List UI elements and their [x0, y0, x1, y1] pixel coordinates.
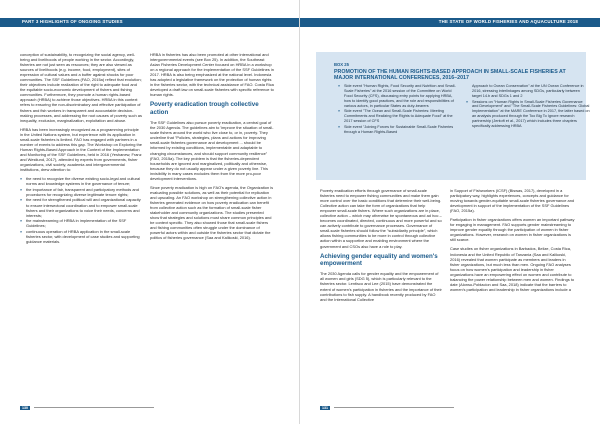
- list-item: » Side event "Human Rights, Food Security and Nutrition and Small-Scale Fisheries" at the 2016 session of the Committee on World Food Security (CFS), discussing entry points for applying HRBA, how to identify good practices, and the role and responsibilities of various actors, in particular States as duty-bearers: [338, 84, 456, 109]
- section-heading: Achieving gender equality and women's empowerment: [320, 252, 438, 267]
- running-header: PART 3 HIGHLIGHTS OF ONGOING STUDIES: [22, 19, 123, 24]
- bullet-list: [20, 176, 142, 244]
- right-column-2: [450, 188, 576, 296]
- box-column-1: [338, 84, 456, 135]
- page-footer: [320, 406, 332, 410]
- list-item: » Sessions on "Human Rights in Small-Scale Fisheries Governance and Development" and "The Small-Scale Fisheries Guidelines: Global Implementation" at the MARE Conference in 2017, the latter based on an analysis produced through the Too Big To Ignore research partnership (Jentoft et al., 2017) which includes three chapters specifically addressing HRBA: [466, 100, 590, 129]
- paragraph: Participation in fisher organizations offers women an important pathway for engaging in management. FAO supports gender mainstreaming to improve gender equality through the participation of women in fisher organizations. However, research on women in fisher organizations is still scarce.: [450, 217, 575, 243]
- bullet-list: [338, 84, 456, 135]
- paragraph: Since poverty eradication is high on FAO's agenda, the Organization is evaluating possible solutions, as well as their potential for replication and upscaling. An FAO workshop on strengthening collective action in fisheries generated evidence on how poverty eradication can benefit from collective action such as the formation of small-scale fisher stakeholder and community organizations. The studies presented show that strategies and solutions must share common principles and be context specific. They also showed those that small-scale fishers and fishing communities often struggle under the dominance of powerful actors within and outside the fisheries sector that dictate the politics of fisheries governance (Saa and Kalikoski, 2016).: [150, 184, 274, 241]
- box-title: PROMOTION OF THE HUMAN RIGHTS-BASED APPROACH IN SMALL-SCALE FISHERIES AT MAJOR INTERNATIONAL CONFERENCES, 2016–2017: [334, 68, 566, 81]
- box-header: [334, 62, 574, 81]
- list-item: » the importance of fair, transparent and participatory methods and procedures for recognizing diverse legitimate tenure rights;: [20, 187, 142, 197]
- box-column-2: [466, 84, 590, 130]
- left-column-2: [150, 52, 274, 244]
- list-item: » Side event "The Ocean and Small-Scale Fisheries: Meeting Commitments and Realizing the Rights to Adequate Food" at the 2017 session of CFS: [338, 109, 456, 124]
- paragraph: in Support of Fishworkers (ICSF) (Biswas, 2017), developed in a participatory way, highlights experiences, concepts and guidance for moving towards gender-equitable small-scale fisheries governance and development in support of the implementation of the SSF Guidelines (FAO, 2015a).: [450, 188, 575, 214]
- paragraph: HRBA in fisheries has also been promoted at other international and intergovernmental events (see Box 25). In addition, the Southeast Asian Fisheries Development Center focused on HRBA in a workshop on a regional approach for the implementation of the SSF Guidelines in 2017. HRBA is also being emphasized at the national level. Indonesia has adopted a legislative framework on the protection of human rights in the fisheries sector, with the technical assistance of FAO. Costa Rica developed a draft law on small-scale fisheries with specific reference to human rights.: [150, 52, 274, 98]
- page-number: 131: [322, 406, 328, 410]
- left-column-1: [20, 52, 142, 248]
- paragraph: conception of sustainability, to recognizing the social agency, well-being and livelihoods of people working in the sector. Accordingly, fisheries are not just seen as resources; they are also viewed as sources of livelihoods (e.g. income, food, employment), sites of expression of cultural values and a buffer against shocks for poor communities. The SSF Guidelines (FAO, 2015a) reflect that evolution; their objectives include realization of the right to adequate food and the equitable socio-economic development of fishers and fishing communities. Furthermore, they promote a human rights-based approach (HRBA) to achieve those objectives. HRBA in this context refers to ensuring the non-discriminatory and effective participation of fishers and fish workers in transparent and accountable decision-making processes, and addressing the root causes of poverty such as inequality, exclusion, marginalization, exploitation and abuse.: [20, 52, 142, 123]
- list-item: » Side event "Joining Forces for Sustainable Small-Scale Fisheries through a Human Rights-Based: [338, 125, 456, 135]
- footer-rule: [334, 407, 454, 408]
- list-item: » the mainstreaming of HRBA in implementation of the SSF Guidelines;: [20, 218, 142, 228]
- paragraph: Case studies on fisher organizations in Barbados, Belize, Costa Rica, Indonesia and the United Republic of Tanzania (Saa and Kalikoski, 2016) revealed that women participate as members and leaders in fisher organizations, but much less than men. Ongoing FAO analyses focus on how women's participation and leadership in fisher organizations have an empowering effect on women and contribute to balancing the power relationship between men and women. Findings to date (Alonso-Poblacion and Saa, 2018) indicate that the barriers to women's participation and leadership in fisher organizations include a: [450, 246, 575, 292]
- paragraph: The SSF Guidelines also pursue poverty eradication, a central goal of the 2030 Agenda. The guidelines aim to 'improve the situation of small-scale fishers around the world who live close to, or in, poverty. They underline that "Policies, strategies, plans and actions for improving small-scale fisheries governance and development ... should be informed by existing conditions, implementable and adaptable to changing circumstances, and should support community resilience" (FAO, 2015a). The key problem is that the fisheries-dependent households are ignored and marginalized, politically and otherwise, because they do not usually appear under a given poverty line. This invisibility in many cases excludes them from the more pro-poor development interventions.: [150, 120, 274, 181]
- page-number: 130: [22, 406, 28, 410]
- bullet-list: [466, 100, 590, 129]
- paragraph: The 2030 Agenda calls for gender equality and the empowerment of all women and girls (SDG 5), which is particularly relevant to the fisheries sector. Lentisco and Lee (2015) have demonstrated the extent of women's participation in fisheries and the importance of their contributions to fish supply. A handbook recently produced by FAO and the International Collective: [320, 271, 442, 302]
- continued-text: Approach to Ocean Conservation" at the UN Ocean Conference in 2016, stressing interlinkages among SDGs, particularly between target 14.b and SDGs 1 and 2: [472, 84, 584, 98]
- footer-rule: [34, 407, 154, 408]
- section-heading: Poverty eradication trough collective action: [150, 101, 259, 116]
- paragraph: Poverty eradication efforts through governance of small-scale fisheries need to empower fishing communities and make them gain more control over the basic conditions that determine their well-being. Collective action can take the form of organizations that help empower small-scale fishers. Where such organizations are in place, collective action – which may otherwise be spontaneous and ad hoc – becomes coordinated, directed, continuous and more powerful and so can actively contribute to governance processes. Governance of small-scale fisheries should follow the "subsidiarity principle", which allows fishing communities to be more in control through collective action within a supportive and enabling environment where the government and CSOs also have a role to play.: [320, 188, 442, 249]
- right-column-1: [320, 188, 442, 306]
- list-item: » continuous operation of HRBA application in the small-scale fisheries sector, with development of case studies and supporting guidance materials.: [20, 229, 142, 244]
- page-footer: [20, 406, 32, 410]
- running-header: THE STATE OF WORLD FISHERIES AND AQUACULTURE 2018: [438, 19, 578, 24]
- box-label: BOX 25: [334, 62, 349, 67]
- box-25: [316, 52, 590, 180]
- paragraph: HRBA has been increasingly recognized as a programming principle in the United Nations system, but experience with its application in small-scale fisheries is limited. FAO has engaged with partners in a number of events to address this gap. The Workshop on Exploring the Human Rights-Based Approach in the Context of the Implementation and Monitoring of the SSF Guidelines, held in 2016 (Yeshanew, Franz and Westlund, 2017), attended by experts from governments, fisher organizations, civil society, academia and intergovernmental institutions, drew attention to:: [20, 126, 142, 173]
- list-item: » the need for strengthened political will and organizational capacity to ensure intersectoral coordination and to empower small-scale fishers and their organizations to voice their needs, concerns and interests;: [20, 197, 142, 217]
- list-item: » the need to recognize the diverse existing socio-legal and cultural norms and knowledge systems in the governance of tenure;: [20, 176, 142, 186]
- right-page: [300, 0, 600, 424]
